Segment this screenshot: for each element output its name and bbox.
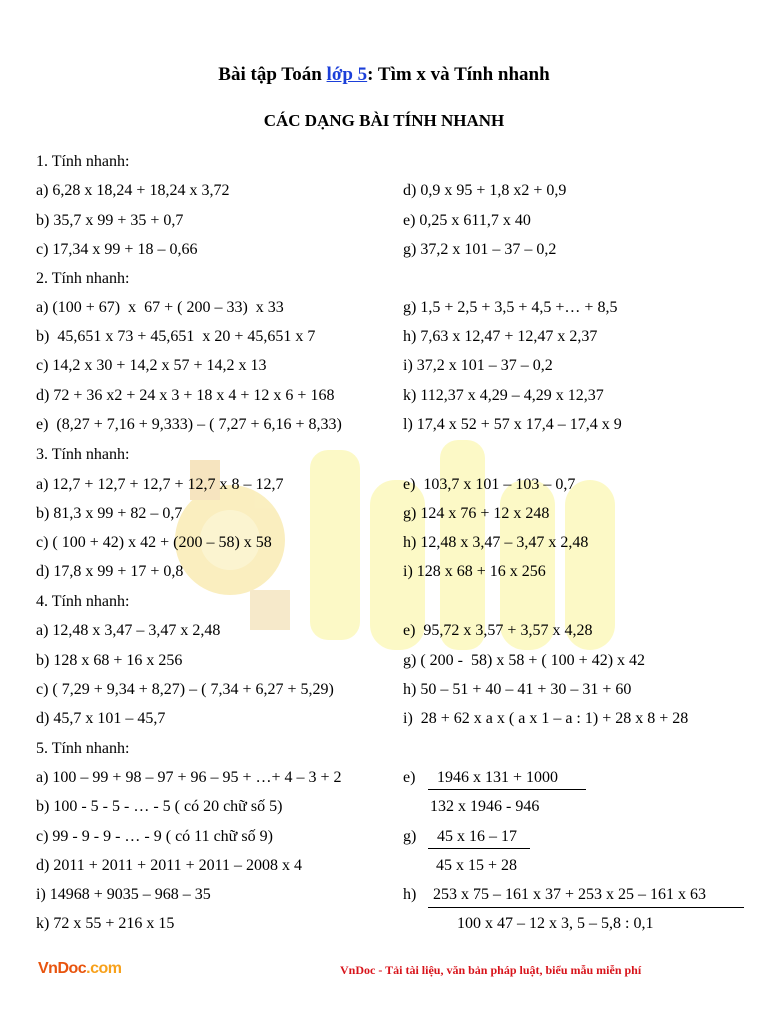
exercise-item: l) 17,4 x 52 + 57 x 17,4 – 17,4 x 9 [403,416,622,433]
exercise-item: c) 99 - 9 - 9 - … - 9 ( có 11 chữ số 9) [36,828,273,845]
grade-link[interactable]: lớp 5 [326,64,368,85]
vndoc-watermark [170,420,630,690]
section-heading: 1. Tính nhanh: [36,153,130,170]
exercise-item: d) 17,8 x 99 + 17 + 0,8 [36,563,184,580]
fraction-numerator: 45 x 16 – 17 [437,828,517,845]
exercise-item: b) 45,651 x 73 + 45,651 x 20 + 45,651 x 7 [36,328,316,345]
exercise-item: g) 124 x 76 + 12 x 248 [403,505,550,522]
fraction-bar [428,907,744,908]
fraction-numerator: 253 x 75 – 161 x 37 + 253 x 25 – 161 x 63 [433,886,707,903]
exercise-item: h) 7,63 x 12,47 + 12,47 x 2,37 [403,328,598,345]
section-heading: 4. Tính nhanh: [36,593,130,610]
exercise-item: i) 128 x 68 + 16 x 256 [403,563,546,580]
exercise-item: g) 37,2 x 101 – 37 – 0,2 [403,241,557,258]
fraction-label: g) [403,828,417,845]
fraction-bar [428,789,586,790]
exercise-item: d) 72 + 36 x2 + 24 x 3 + 18 x 4 + 12 x 6 + 168 [36,387,335,404]
exercise-item: g) ( 200 - 58) x 58 + ( 100 + 42) x 42 [403,652,646,669]
fraction-label: h) [403,886,417,903]
exercise-item: c) 17,34 x 99 + 18 – 0,66 [36,241,198,258]
exercise-item: a) 100 – 99 + 98 – 97 + 96 – 95 + …+ 4 – 3 + 2 [36,769,342,786]
exercise-item: i) 14968 + 9035 – 968 – 35 [36,886,211,903]
section-heading: 3. Tính nhanh: [36,446,130,463]
fraction-label: e) [403,769,416,786]
exercise-item: e) 103,7 x 101 – 103 – 0,7 [403,476,576,493]
footer-tagline[interactable]: VnDoc - Tải tài liệu, văn bản pháp luật, biểu mẫu miễn phí [340,963,642,977]
exercise-item: e) 95,72 x 3,57 + 3,57 x 4,28 [403,622,593,639]
exercise-item: d) 0,9 x 95 + 1,8 x2 + 0,9 [403,182,567,199]
section-heading: 2. Tính nhanh: [36,270,130,287]
exercise-item: a) 12,7 + 12,7 + 12,7 + 12,7 x 8 – 12,7 [36,476,284,493]
exercise-item: k) 112,37 x 4,29 – 4,29 x 12,37 [403,387,604,404]
exercise-item: c) 14,2 x 30 + 14,2 x 57 + 14,2 x 13 [36,357,267,374]
exercise-item: i) 28 + 62 x a x ( a x 1 – a : 1) + 28 x 8 + 28 [403,710,689,727]
exercise-item: k) 72 x 55 + 216 x 15 [36,915,175,932]
exercise-item: a) (100 + 67) x 67 + ( 200 – 33) x 33 [36,299,284,316]
exercise-item: g) 1,5 + 2,5 + 3,5 + 4,5 +… + 8,5 [403,299,618,316]
exercise-item: b) 128 x 68 + 16 x 256 [36,652,183,669]
exercise-item: i) 37,2 x 101 – 37 – 0,2 [403,357,553,374]
fraction-denominator: 132 x 1946 - 946 [430,798,540,815]
page-subtitle: CÁC DẠNG BÀI TÍNH NHANH [263,111,505,130]
exercise-item: a) 6,28 x 18,24 + 18,24 x 3,72 [36,182,230,199]
exercise-item: d) 2011 + 2011 + 2011 + 2011 – 2008 x 4 [36,857,303,874]
exercise-item: c) ( 100 + 42) x 42 + (200 – 58) x 58 [36,534,272,551]
fraction-denominator: 100 x 47 – 12 x 3, 5 – 5,8 : 0,1 [457,915,654,932]
fraction-denominator: 45 x 15 + 28 [436,857,518,874]
exercise-item: b) 81,3 x 99 + 82 – 0,7 [36,505,183,522]
exercise-item: h) 12,48 x 3,47 – 3,47 x 2,48 [403,534,589,551]
exercise-item: e) 0,25 x 611,7 x 40 [403,212,531,229]
fraction-numerator: 1946 x 131 + 1000 [437,769,559,786]
page-title: Bài tập Toán lớp 5: Tìm x và Tính nhanh [218,64,550,85]
section-heading: 5. Tính nhanh: [36,740,130,757]
exercise-item: a) 12,48 x 3,47 – 3,47 x 2,48 [36,622,221,639]
exercise-item: d) 45,7 x 101 – 45,7 [36,710,166,727]
exercise-item: h) 50 – 51 + 40 – 41 + 30 – 31 + 60 [403,681,632,698]
exercise-item: b) 100 - 5 - 5 - … - 5 ( có 20 chữ số 5) [36,798,283,815]
exercise-item: e) (8,27 + 7,16 + 9,333) – ( 7,27 + 6,16 + 8,33) [36,416,342,433]
exercise-item: b) 35,7 x 99 + 35 + 0,7 [36,212,184,229]
exercise-item: c) ( 7,29 + 9,34 + 8,27) – ( 7,34 + 6,27 + 5,29) [36,681,334,698]
fraction-bar [428,848,530,849]
vndoc-logo[interactable]: VnDoc.com [38,960,122,977]
